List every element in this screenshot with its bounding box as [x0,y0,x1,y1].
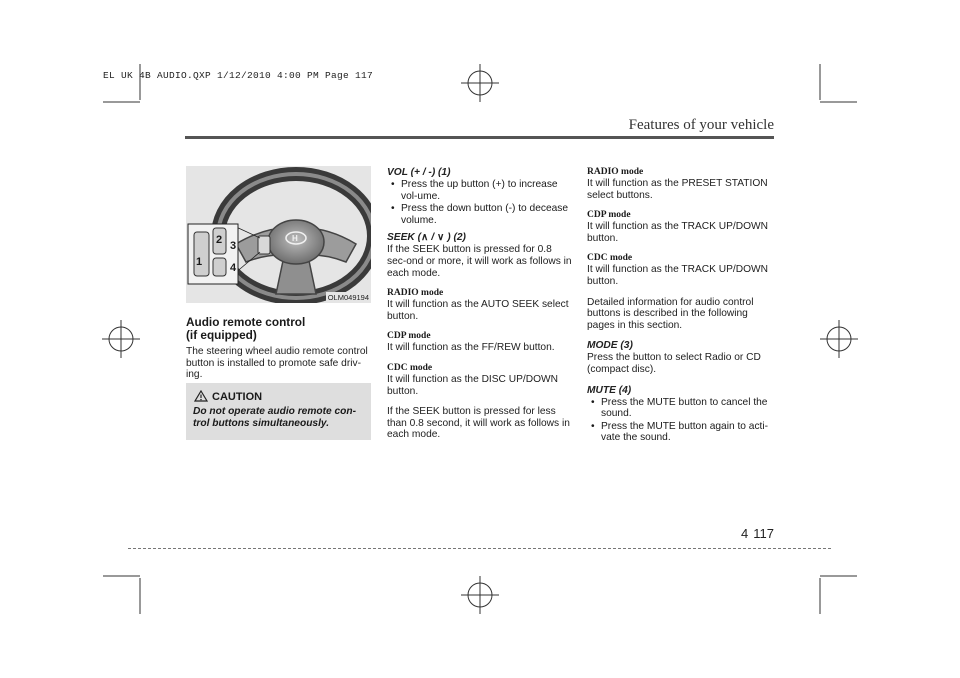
caution-title: CAUTION [212,391,263,403]
mode-heading: MODE (3) [587,340,633,352]
cdc-text: It will function as the DISC UP/DOWN button. [387,373,558,397]
detail-text: Detailed information for audio control buttons is described in the following pages in this section. [587,296,754,331]
vol-bullet-2: • Press the down button (-) to decease volume. [387,203,573,226]
footer-rule [128,548,831,549]
cdp-text: It will function as the FF/REW button. [387,342,555,354]
cdc-heading: CDC mode [387,362,433,373]
intro-paragraph: The steering wheel audio remote control button is installed to promote safe driv-ing. [186,346,368,381]
left-column [186,316,372,381]
vol-heading: VOL (+ / -) (1) [387,167,451,178]
caution-text: Do not operate audio remote con-trol buttons simultaneously. [193,406,357,429]
mute-heading: MUTE (4) [587,384,632,396]
running-header: Features of your vehicle [628,117,774,133]
svg-text:H: H [292,234,298,243]
callout-4: 4 [230,262,237,274]
down-chevron-icon: ∨ [436,232,445,244]
steering-wheel-illustration [186,166,371,303]
page-number-value: 117 [753,526,774,541]
seek-heading-start: SEEK ( [387,232,421,244]
middle-column [387,167,573,441]
up-chevron-icon: ∧ [420,232,429,244]
steering-wheel-figure [186,166,371,303]
cdp-text-2: It will function as the TRACK UP/DOWN button. [587,221,768,244]
cdp-heading-2: CDP mode [587,210,631,221]
radio-text: It will function as the AUTO SEEK select button. [387,299,569,322]
callout-2: 2 [216,234,223,246]
mute-list [587,397,773,444]
radio-text-2: It will function as the PRESET STATION select buttons. [587,178,768,201]
print-slug: EL UK 4B AUDIO.QXP 1/12/2010 4:00 PM Page 117 [103,70,374,81]
section-heading [186,316,372,341]
mute-bullet-2: • Press the MUTE button again to acti-vate the sound. [587,421,773,444]
seek-heading-end: ) (2) [444,232,466,244]
seek-intro: If the SEEK button is pressed for 0.8 sec-ond or more, it will work as follows in each mode. [387,244,572,279]
cdc-text-2: It will function as the TRACK UP/DOWN button. [587,264,768,287]
section-number: 4 [741,526,749,541]
warning-triangle-icon [194,390,208,402]
figure-code: OLM049194 [327,293,369,302]
caution-box [186,383,371,440]
cdp-heading: CDP mode [387,331,431,342]
seek-heading-slash: / [428,232,437,244]
right-column [587,167,773,445]
seek-short-text: If the SEEK button is pressed for less than 0.8 second, it will work as follows in each mode. [387,406,570,441]
heading-line-2: (if equipped) [186,327,257,342]
seek-heading [387,232,573,244]
callout-3: 3 [230,240,237,252]
callout-1: 1 [196,256,203,268]
radio-heading: RADIO mode [387,288,444,299]
page-number [741,526,774,541]
mode-text: Press the button to select Radio or CD (compact disc). [587,352,761,375]
vol-bullet-1: • Press the up button (+) to increase vol-ume. [387,179,573,202]
radio-heading-2: RADIO mode [587,167,644,177]
heading-line-1: Audio remote control [186,315,306,329]
vol-list [387,179,573,226]
mute-bullet-1: • Press the MUTE button to cancel the sound. [587,397,773,420]
header-rule [185,136,774,139]
cdc-heading-2: CDC mode [587,253,633,264]
